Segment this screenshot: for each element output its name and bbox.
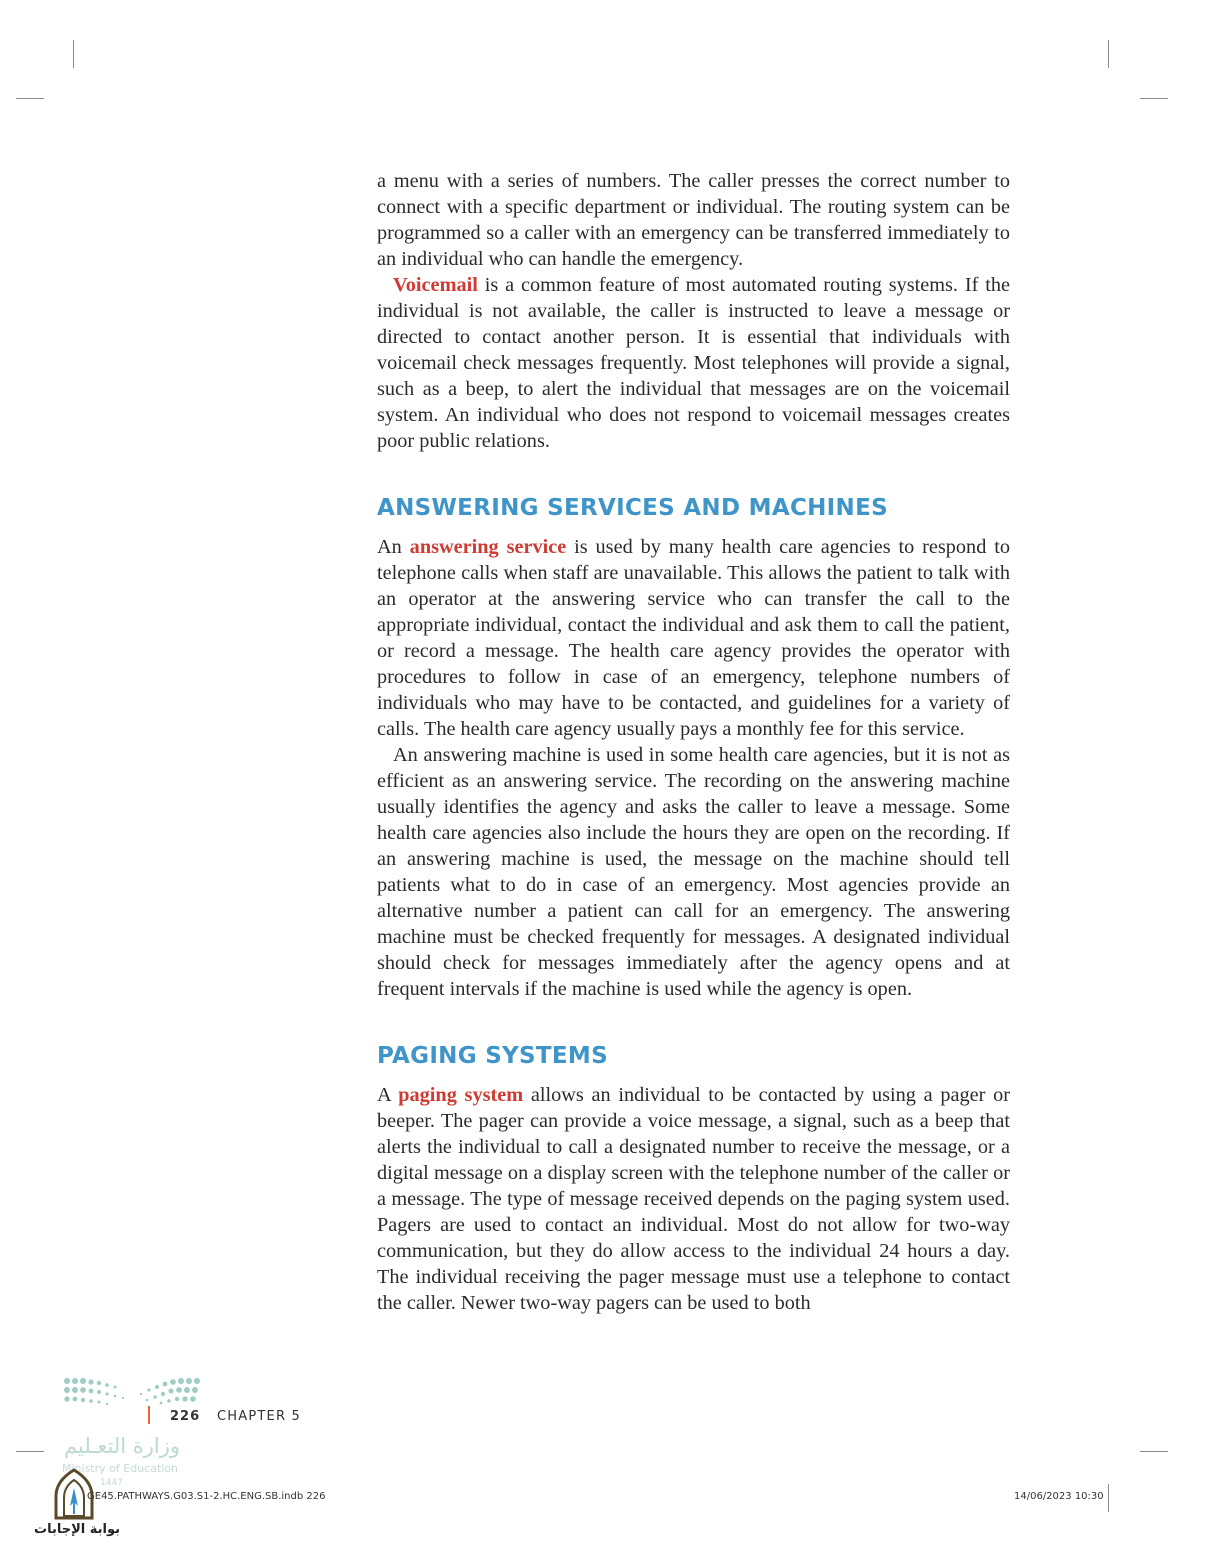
section-answering [377,494,1010,522]
ministry-watermark-english: Ministry of Education [62,1462,179,1475]
page-number-bar [148,1406,150,1424]
heading-paging-systems: PAGING SYSTEMS [377,1043,608,1069]
paragraph-routing: a menu with a series of numbers. The caller presses the correct number to connect with a specific department or individual. The routing system can be programmed so a caller with an emergency can be transferred immediately to an individual who can handle the emergency. [377,170,1010,270]
paragraph-answering-service-pre: An [377,536,410,558]
print-slug-filename: GE45.PATHWAYS.G03.S1-2.HC.ENG.SB.indb 226 [87,1491,326,1502]
main-content [377,168,1010,1316]
page-number: 226 [170,1409,201,1424]
paragraph-answering-service-text: is used by many health care agencies to respond to telephone calls when staff are unavailable. This allows the patient to talk with an operator at the answering service who can transfer the call to the appropriate individual, contact the individual and ask them to call the patient, or record a message. The health care agency provides the operator with procedures to follow in case of an emergency, telephone numbers of individuals who may have to be contacted, and guidelines for a variety of calls. The health care agency usually pays a monthly fee for this service. [377,536,1010,740]
ministry-watermark-year: 1447 [100,1478,123,1488]
crop-mark-right-top [1140,98,1168,99]
logo-text: بوابة الإجابات [34,1522,120,1537]
print-slug-date: 14/06/2023 10:30 [1014,1491,1104,1502]
chapter-label: CHAPTER 5 [217,1409,301,1424]
paragraph-paging-pre: A [377,1084,399,1106]
term-voicemail: Voicemail [393,274,478,296]
crop-mark-left-top [16,98,44,99]
ministry-watermark-arabic: وزارة التعـليم [64,1434,181,1458]
paragraph-answering-service [377,534,1010,742]
paragraph-voicemail-text: is a common feature of most automated routing systems. If the individual is not available, the caller is instructed to leave a message or directed to contact another person. It is essential that individuals with voicemail check messages frequently. Most telephones will provide a signal, such as a beep, to alert the individual that messages are on the voicemail system. An individual who does not respond to voicemail messages creates poor public relations. [377,274,1010,452]
crop-mark-left-bottom [16,1451,44,1452]
term-answering-service: answering service [409,536,567,558]
section-paging [377,1042,1010,1070]
crop-mark-top-right [1108,40,1109,68]
term-paging-system: paging system [398,1084,524,1106]
paragraph-paging-text: allows an individual to be contacted by using a pager or beeper. The pager can provide a voice message, a signal, such as a beep that alerts the individual to call a designated number to receive the message, or a digital message on a display screen with the telephone number of the caller or a message. The type of message received depends on the paging system used. Pagers are used to contact an individual. Most do not allow for two-way communication, but they do allow access to the individual 24 hours a day. The individual receiving the pager message must use a telephone to contact the caller. Newer two-way pagers can be used to both [377,1084,1010,1314]
crop-mark-bottom-right [1108,1484,1109,1512]
crop-mark-right-bottom [1140,1451,1168,1452]
paragraph-voicemail [377,272,1010,454]
heading-answering-services: ANSWERING SERVICES AND MACHINES [377,495,888,521]
paragraph-paging-system [377,1082,1010,1316]
paragraph-answering-machine: An answering machine is used in some health care agencies, but it is not as efficient as an answering service. The recording on the answering machine usually identifies the agency and asks the caller to leave a message. Some health care agencies also include the hours they are open on the recording. If an answering machine is used, the message on the machine should tell patients what to do in case of an emergency. Most agencies provide an alternative number a patient can call for an emergency. The answering machine must be checked frequently for messages. A designated individual should check for messages immediately after the agency opens and at frequent intervals if the machine is used while the agency is open. [377,744,1010,1000]
crop-mark-top-left [73,40,74,68]
